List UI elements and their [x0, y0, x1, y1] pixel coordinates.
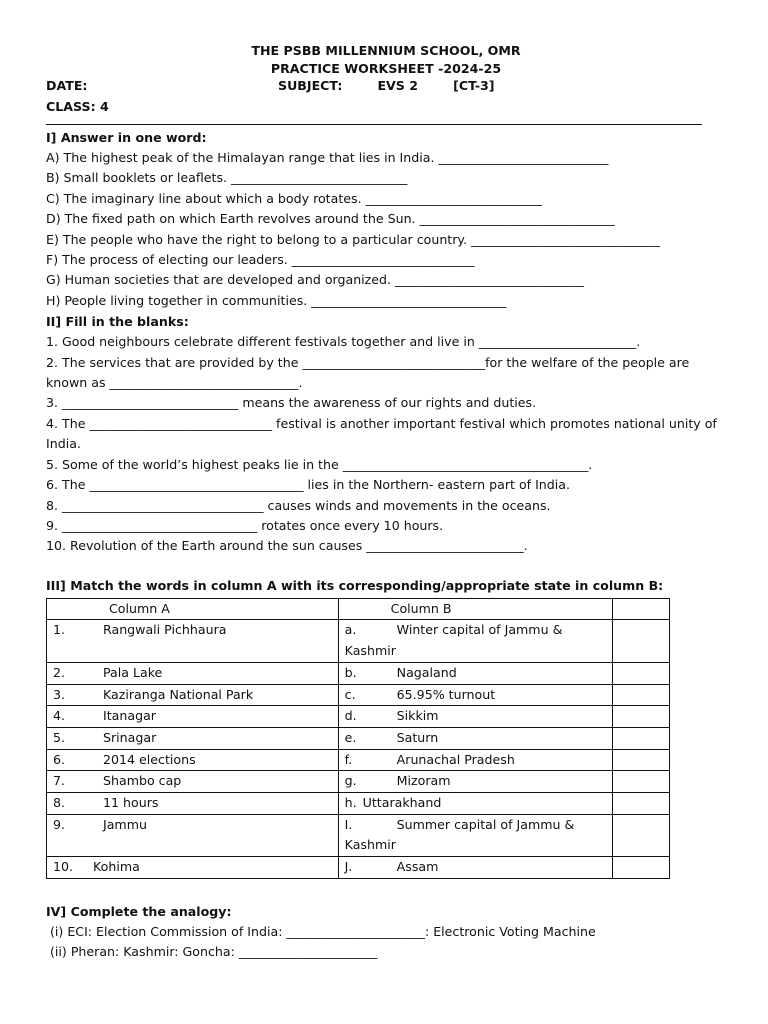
- analogy-item: (i) ECI: Election Commission of India: ______________________: Electronic Voting Machine: [50, 923, 596, 939]
- question: F) The process of electing our leaders. _____________________________: [46, 252, 475, 268]
- question: E) The people who have the right to belong to a particular country. ______________________________: [46, 231, 660, 247]
- column-b-cell: f. Arunachal Pradesh: [338, 749, 612, 771]
- table-row: [47, 793, 670, 815]
- column-a-cell: 1. Rangwali Pichhaura: [47, 620, 339, 662]
- column-a-cell: 5. Srinagar: [47, 727, 339, 749]
- blank-item: 6. The __________________________________ lies in the Northern- eastern part of India.: [46, 477, 570, 493]
- section-1-title: I] Answer in one word:: [46, 130, 207, 145]
- question: B) Small booklets or leaflets. ____________________________: [46, 170, 408, 186]
- table-row: [47, 771, 670, 793]
- column-a-cell: 10. Kohima: [47, 857, 339, 879]
- class-label: CLASS: 4: [46, 99, 109, 114]
- table-row: [47, 620, 670, 662]
- answer-cell: [613, 793, 670, 815]
- column-a-cell: 6. 2014 elections: [47, 749, 339, 771]
- column-a-cell: 9. Jammu: [47, 814, 339, 856]
- column-b-cell: b. Nagaland: [338, 662, 612, 684]
- answer-cell: [613, 814, 670, 856]
- worksheet-title: PRACTICE WORKSHEET -2024-25: [270, 61, 502, 76]
- table-row: [47, 857, 670, 879]
- blank-item: 9. _______________________________ rotates once every 10 hours.: [46, 517, 444, 533]
- question: G) Human societies that are developed and organized. ______________________________: [46, 272, 584, 288]
- question: C) The imaginary line about which a body rotates. ____________________________: [46, 190, 542, 206]
- table-header-row: [47, 598, 670, 620]
- column-b-header: Column B: [338, 598, 612, 620]
- column-b-cell: a. Winter capital of Jammu & Kashmir: [338, 620, 612, 662]
- column-b-cell: e. Saturn: [338, 727, 612, 749]
- answer-cell: [613, 598, 670, 620]
- date-subject-row: [46, 78, 726, 97]
- section-4-title: IV] Complete the analogy:: [46, 903, 232, 919]
- worksheet-page: [46, 42, 726, 963]
- section-2-title: II] Fill in the blanks:: [46, 314, 189, 330]
- column-b-cell: d. Sikkim: [338, 706, 612, 728]
- blank-item: 2. The services that are provided by the _____________________________for the welfare of the people are known as ______________________________.: [46, 354, 690, 391]
- table-row: [47, 684, 670, 706]
- question: A) The highest peak of the Himalayan range that lies in India. ___________________________: [46, 150, 609, 165]
- table-row: [47, 706, 670, 728]
- match-table: [46, 598, 670, 879]
- column-b-cell: I. Summer capital of Jammu & Kashmir: [338, 814, 612, 856]
- table-row: [47, 814, 670, 856]
- column-a-header: Column A: [47, 598, 339, 620]
- column-a-cell: 3. Kaziranga National Park: [47, 684, 339, 706]
- blank-item: 4. The _____________________________ festival is another important festival which promotes national unity of India.: [46, 415, 717, 452]
- section-3-title: III] Match the words in column A with its corresponding/appropriate state in column B:: [46, 577, 664, 593]
- answer-cell: [613, 727, 670, 749]
- answer-cell: [613, 684, 670, 706]
- subject-label: SUBJECT: EVS 2 [CT-3]: [278, 78, 495, 93]
- date-label: DATE:: [46, 78, 88, 93]
- answer-cell: [613, 749, 670, 771]
- blank-item: 10. Revolution of the Earth around the sun causes _________________________.: [46, 538, 528, 554]
- column-b-cell: c. 65.95% turnout: [338, 684, 612, 706]
- column-a-cell: 7. Shambo cap: [47, 771, 339, 793]
- column-a-cell: 4. Itanagar: [47, 706, 339, 728]
- column-b-cell: g. Mizoram: [338, 771, 612, 793]
- table-row: [47, 749, 670, 771]
- blank-item: 5. Some of the world’s highest peaks lie in the _______________________________________.: [46, 456, 593, 472]
- divider: [46, 124, 702, 125]
- answer-cell: [613, 662, 670, 684]
- section-1-list: [46, 148, 726, 311]
- question: D) The fixed path on which Earth revolves around the Sun. _______________________________: [46, 211, 615, 227]
- answer-cell: [613, 620, 670, 662]
- column-b-cell: h. Uttarakhand: [338, 793, 612, 815]
- blank-item: 8. ________________________________ causes winds and movements in the oceans.: [46, 497, 551, 513]
- column-a-cell: 8. 11 hours: [47, 793, 339, 815]
- table-row: [47, 727, 670, 749]
- analogy-item: (ii) Pheran: Kashmir: Goncha: ______________________: [50, 944, 378, 960]
- answer-cell: [613, 771, 670, 793]
- question: H) People living together in communities. _______________________________: [46, 292, 507, 308]
- column-b-cell: J. Assam: [338, 857, 612, 879]
- table-row: [47, 662, 670, 684]
- column-a-cell: 2. Pala Lake: [47, 662, 339, 684]
- answer-cell: [613, 706, 670, 728]
- section-2-list: [46, 332, 726, 556]
- blank-item: 3. ____________________________ means the awareness of our rights and duties.: [46, 395, 537, 411]
- answer-cell: [613, 857, 670, 879]
- school-name: THE PSBB MILLENNIUM SCHOOL, OMR: [251, 43, 521, 58]
- blank-item: 1. Good neighbours celebrate different festivals together and live in _________________________.: [46, 334, 641, 350]
